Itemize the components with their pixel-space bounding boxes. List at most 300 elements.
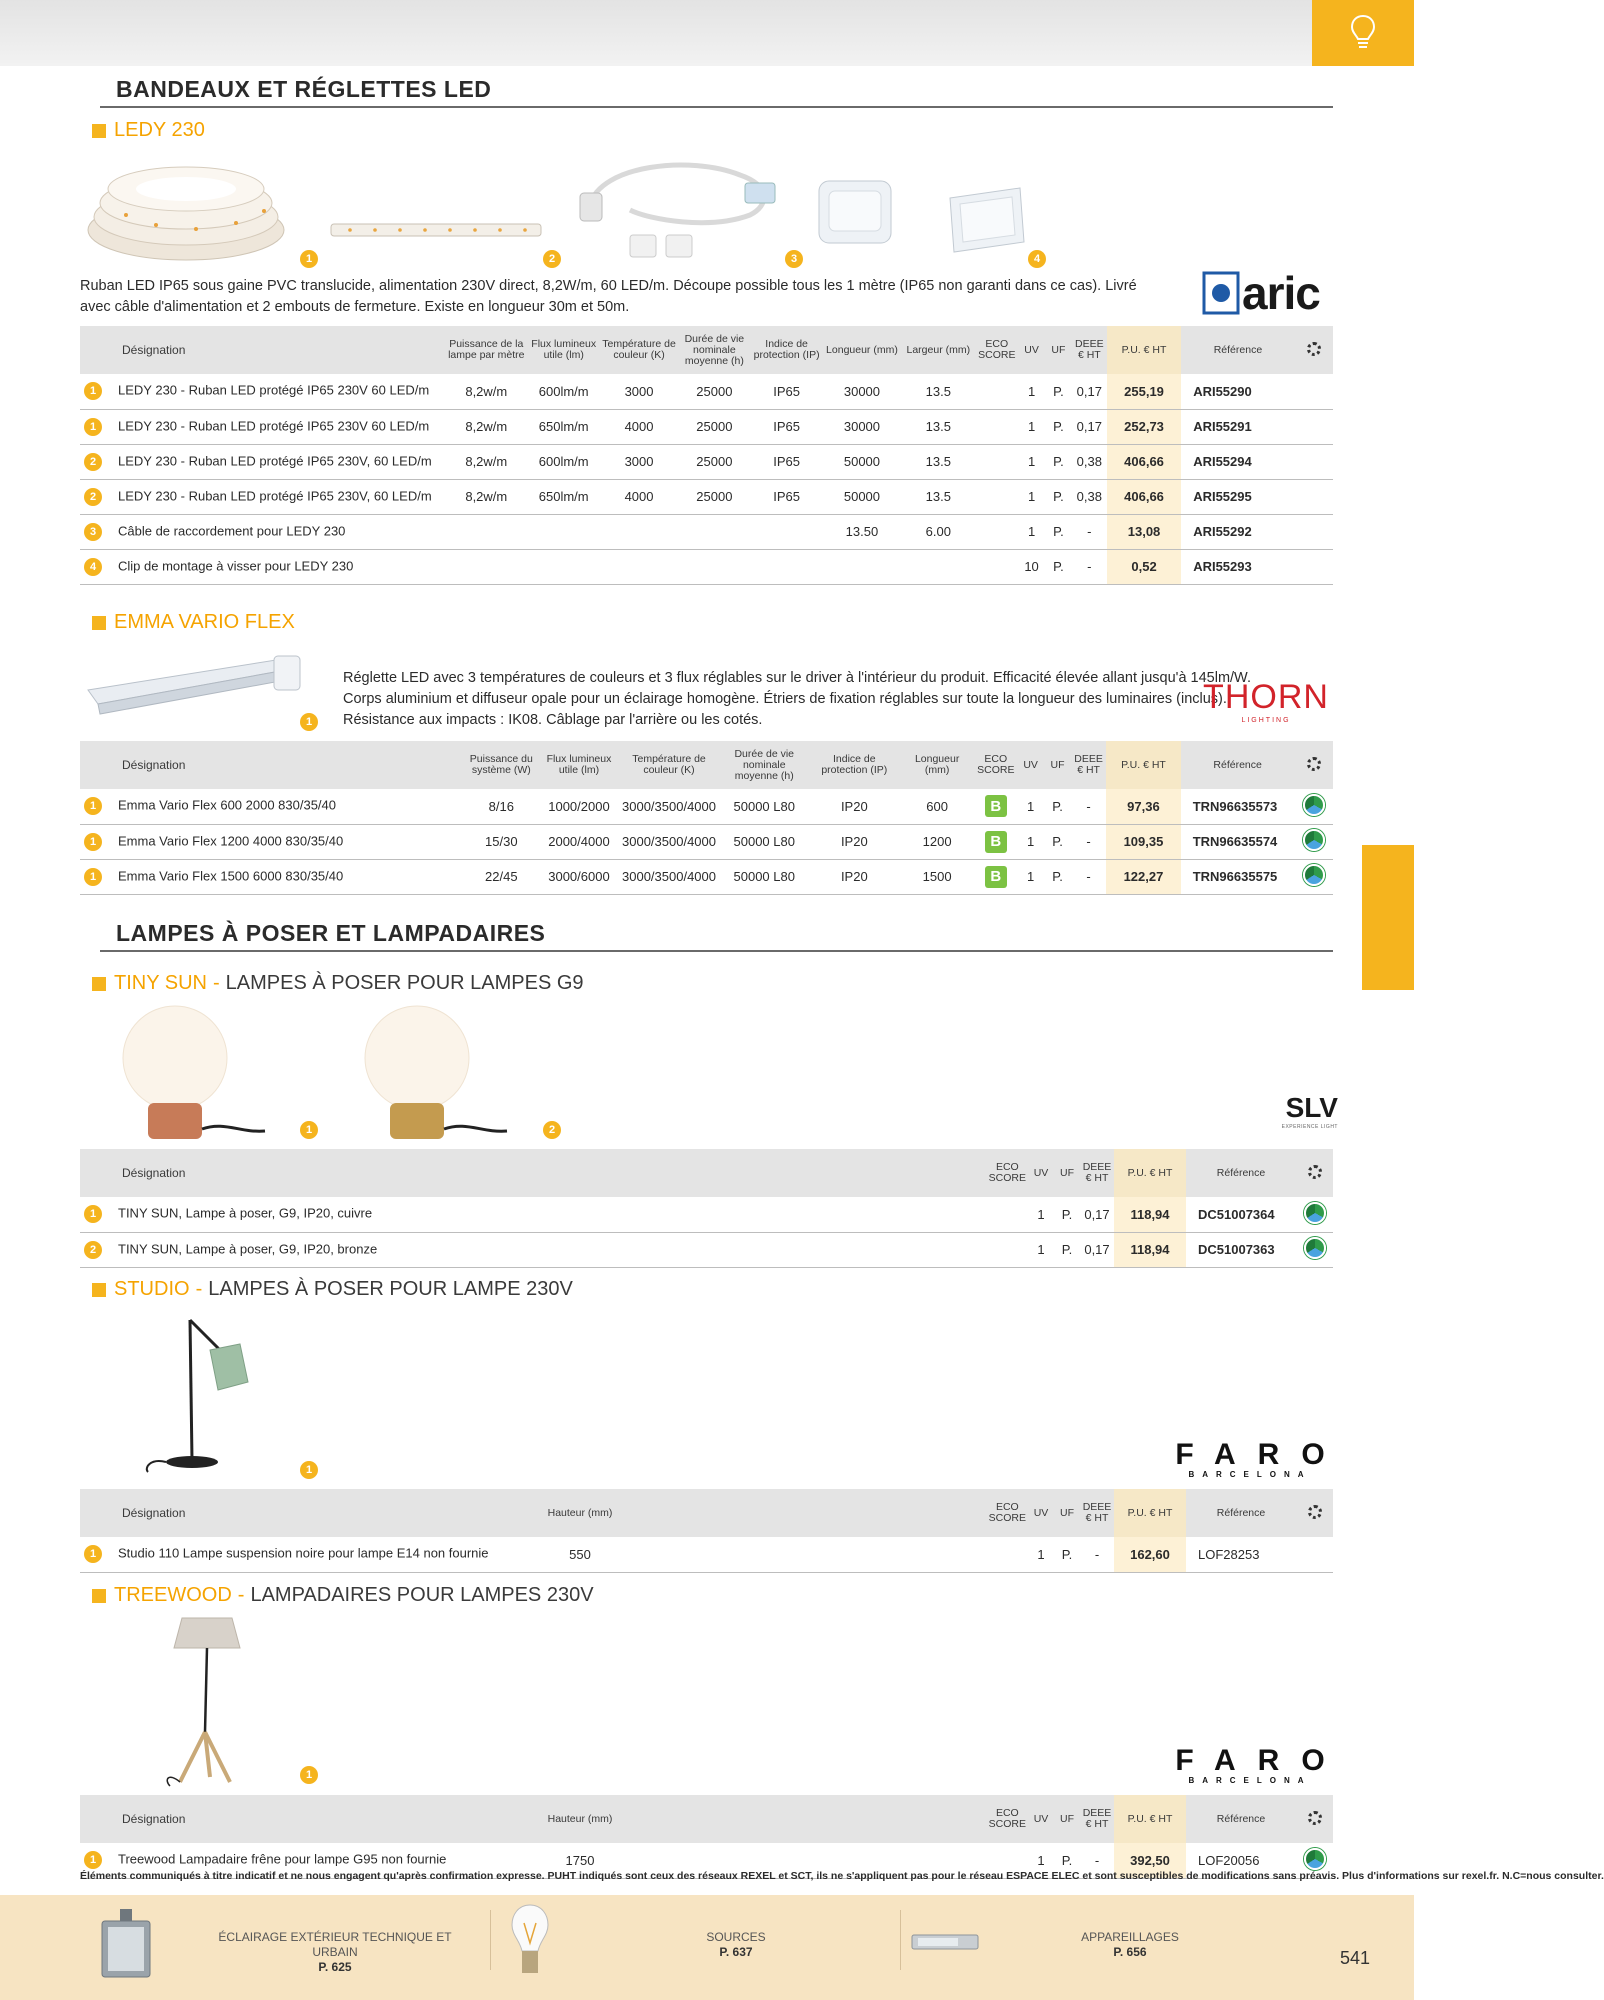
longueur-cell: 1200 — [900, 824, 975, 859]
designation-text: LEDY 230 - Ruban LED protégé IP65 230V, 60 LED/m — [118, 452, 432, 468]
emma-table — [80, 741, 1333, 895]
temperature-cell: 4000 — [600, 409, 678, 444]
col-hauteur: Hauteur (mm) — [520, 1489, 640, 1537]
col-deee: DEEE € HT — [1080, 1795, 1114, 1843]
table-row — [80, 374, 1333, 409]
temperature-cell: 4000 — [600, 479, 678, 514]
reference-cell: ARI55293 — [1181, 549, 1295, 584]
col-uv: UV — [1028, 1149, 1054, 1197]
reference-cell: ARI55292 — [1181, 514, 1295, 549]
uv-cell: 1 — [1028, 1537, 1054, 1572]
product-title-emma — [92, 611, 295, 634]
recycling-icon — [1303, 794, 1325, 816]
col-designation: Désignation — [80, 1149, 987, 1197]
col-reference: Référence — [1186, 1795, 1296, 1843]
spacer-cell — [640, 1537, 987, 1572]
uf-cell: P. — [1054, 1197, 1080, 1232]
treewood-title: TREEWOOD — [114, 1584, 232, 1606]
designation-text: TINY SUN, Lampe à poser, G9, IP20, bronze — [118, 1240, 378, 1256]
price-cell: 162,60 — [1114, 1537, 1186, 1572]
lightbulb-icon — [1348, 13, 1378, 53]
footer-link-appareillages[interactable] — [1010, 1930, 1250, 1960]
col-eco: ECO SCORE — [987, 1489, 1028, 1537]
uv-cell: 1 — [1018, 479, 1045, 514]
temperature-cell: 3000/3500/4000 — [618, 859, 719, 894]
col-uv: UV — [1018, 326, 1045, 374]
tiny-sun-bronze-lamp-image — [362, 1003, 512, 1143]
col-uv: UV — [1017, 741, 1044, 789]
studio-subtitle: LAMPES À POSER POUR LAMPE 230V — [208, 1278, 573, 1300]
table-row — [80, 514, 1333, 549]
image-number: 1 — [300, 1461, 318, 1479]
designation-text: Emma Vario Flex 600 2000 830/35/40 — [118, 797, 337, 813]
row-number: 2 — [84, 1241, 102, 1259]
col-uv: UV — [1028, 1489, 1054, 1537]
recycling-cell — [1295, 444, 1333, 479]
hauteur-cell: 550 — [520, 1537, 640, 1572]
emma-description — [343, 668, 1251, 731]
col-deee: DEEE € HT — [1080, 1149, 1114, 1197]
col-temperature: Température de couleur (K) — [600, 326, 678, 374]
designation-cell — [80, 514, 445, 549]
designation-cell — [80, 1537, 520, 1572]
brand-logo-slv — [1262, 1094, 1338, 1130]
tiny-sun-copper-lamp-image — [120, 1003, 270, 1143]
col-reference: Référence — [1181, 741, 1295, 789]
puissance-cell: 8,2w/m — [445, 444, 528, 479]
brand-name: THORN — [1203, 678, 1329, 716]
brand-name: FARO — [1175, 1744, 1347, 1777]
col-uf: UF — [1054, 1795, 1080, 1843]
designation-text: Studio 110 Lampe suspension noire pour lampe E14 non fournie — [118, 1545, 489, 1561]
temperature-cell — [600, 514, 678, 549]
duree-cell: 50000 L80 — [720, 859, 809, 894]
duree-cell: 25000 — [678, 409, 750, 444]
emma-title: EMMA VARIO FLEX — [114, 611, 295, 633]
designation-text: Clip de montage à visser pour LEDY 230 — [118, 557, 354, 573]
brand-name: aric — [1242, 267, 1320, 319]
recycling-cell — [1295, 514, 1333, 549]
largeur-cell: 13.5 — [901, 409, 975, 444]
col-eco: ECO SCORE — [975, 326, 1018, 374]
bullet-square — [92, 1589, 106, 1603]
reference-cell: TRN96635574 — [1181, 824, 1295, 859]
col-uf: UF — [1045, 326, 1072, 374]
flux-cell: 650lm/m — [528, 409, 600, 444]
col-recycling — [1295, 326, 1333, 374]
col-designation: Désignation — [80, 741, 463, 789]
col-designation: Désignation — [80, 326, 445, 374]
col-uf: UF — [1044, 741, 1071, 789]
puissance-cell: 22/45 — [463, 859, 540, 894]
deee-cell: - — [1080, 1537, 1114, 1572]
brand-logo-faro — [1162, 1438, 1347, 1479]
brand-name: FARO — [1175, 1438, 1347, 1471]
longueur-cell — [823, 549, 901, 584]
image-number: 1 — [300, 1766, 318, 1784]
col-eco: ECO SCORE — [987, 1795, 1028, 1843]
recycling-icon — [1303, 829, 1325, 851]
uf-cell: P. — [1044, 789, 1071, 824]
duree-cell: 50000 L80 — [720, 824, 809, 859]
duree-cell — [678, 514, 750, 549]
recycling-icon — [1304, 1202, 1326, 1224]
col-eco: ECO SCORE — [974, 741, 1017, 789]
footer-nav — [0, 1895, 1414, 2000]
designation-text: Emma Vario Flex 1200 4000 830/35/40 — [118, 832, 344, 848]
price-cell: 406,66 — [1107, 444, 1181, 479]
row-number: 3 — [84, 523, 102, 541]
row-number: 1 — [84, 418, 102, 436]
designation-cell — [80, 789, 463, 824]
designation-text: LEDY 230 - Ruban LED protégé IP65 230V 60 LED/m — [118, 382, 430, 398]
recycling-cell — [1295, 824, 1333, 859]
price-cell: 255,19 — [1107, 374, 1181, 409]
col-eco: ECO SCORE — [987, 1149, 1028, 1197]
designation-cell — [80, 409, 445, 444]
largeur-cell: 13.5 — [901, 479, 975, 514]
deee-cell: - — [1071, 789, 1106, 824]
price-cell: 392,50 — [1114, 1843, 1186, 1878]
bullet-square — [92, 977, 106, 991]
col-temperature: Température de couleur (K) — [618, 741, 719, 789]
footer-link-label: SOURCES — [706, 1930, 766, 1944]
image-number: 4 — [1028, 250, 1046, 268]
flux-cell: 2000/4000 — [540, 824, 619, 859]
uf-cell: P. — [1045, 549, 1072, 584]
col-ip: Indice de protection (IP) — [809, 741, 900, 789]
col-designation: Désignation — [80, 1489, 520, 1537]
deee-cell: 0,17 — [1072, 409, 1107, 444]
col-recycling — [1296, 1149, 1333, 1197]
eco-cell — [975, 514, 1018, 549]
row-number: 4 — [84, 558, 102, 576]
price-cell: 122,27 — [1106, 859, 1181, 894]
ip-cell: IP65 — [750, 374, 822, 409]
designation-text: TINY SUN, Lampe à poser, G9, IP20, cuivre — [118, 1205, 373, 1221]
eco-cell — [975, 549, 1018, 584]
longueur-cell: 600 — [900, 789, 975, 824]
deee-cell: 0,17 — [1080, 1197, 1114, 1232]
largeur-cell: 13.5 — [901, 374, 975, 409]
table-header — [80, 741, 1333, 789]
recycling-icon — [1303, 864, 1325, 886]
ip-cell: IP20 — [809, 824, 900, 859]
col-reference: Référence — [1186, 1489, 1296, 1537]
bullet-square — [92, 616, 106, 630]
designation-cell — [80, 824, 463, 859]
designation-text: LEDY 230 - Ruban LED protégé IP65 230V, 60 LED/m — [118, 487, 432, 503]
puissance-cell — [445, 514, 528, 549]
floodlight-icon — [98, 1907, 154, 1981]
image-number: 1 — [300, 1121, 318, 1139]
footer-divider — [900, 1910, 901, 1970]
temperature-cell: 3000/3500/4000 — [618, 824, 719, 859]
designation-cell — [80, 859, 463, 894]
product-title-ledy — [92, 119, 205, 142]
side-tab — [1362, 845, 1414, 990]
puissance-cell — [445, 549, 528, 584]
led-strip-roll-image — [86, 155, 291, 265]
ledy-title: LEDY 230 — [114, 119, 205, 141]
designation-text: LEDY 230 - Ruban LED protégé IP65 230V 60 LED/m — [118, 417, 430, 433]
col-uv: UV — [1028, 1795, 1054, 1843]
deee-cell: - — [1072, 514, 1107, 549]
footer-link-label: ÉCLAIRAGE EXTÉRIEUR TECHNIQUE ET URBAIN — [218, 1930, 452, 1959]
table-row — [80, 549, 1333, 584]
power-cable-image — [570, 155, 790, 265]
puissance-cell: 8,2w/m — [445, 409, 528, 444]
price-cell: 118,94 — [1114, 1197, 1186, 1232]
image-number: 2 — [543, 1121, 561, 1139]
ledy-description: Ruban LED IP65 sous gaine PVC translucide, alimentation 230V direct, 8,2W/m, 60 LED/m. Découpe possible tous les 1 mètre (IP65 non garanti dans ce cas). Livré avec câble d'alimentation et 2 embouts de fermeture. Existe en longueur 30m et 50m. — [80, 278, 1137, 315]
eco-cell — [974, 789, 1017, 824]
uv-cell: 1 — [1028, 1232, 1054, 1267]
duree-cell: 25000 — [678, 374, 750, 409]
ledy-table — [80, 326, 1333, 585]
price-cell: 0,52 — [1107, 549, 1181, 584]
reference-cell: TRN96635573 — [1181, 789, 1295, 824]
title-dash: - — [212, 972, 220, 994]
table-row — [80, 1232, 1333, 1267]
ballast-icon — [910, 1929, 980, 1955]
puissance-cell: 8,2w/m — [445, 374, 528, 409]
uv-cell: 10 — [1018, 549, 1045, 584]
col-recycling — [1296, 1795, 1333, 1843]
longueur-cell: 50000 — [823, 444, 901, 479]
image-number: 2 — [543, 250, 561, 268]
gear-icon — [1308, 1811, 1322, 1825]
largeur-cell — [901, 549, 975, 584]
aric-logo-icon — [1202, 271, 1240, 315]
title-dash: - — [237, 1584, 245, 1606]
footer-divider — [490, 1910, 491, 1970]
puissance-cell: 8,2w/m — [445, 479, 528, 514]
treewood-subtitle: LAMPADAIRES POUR LAMPES 230V — [250, 1584, 594, 1606]
col-recycling — [1295, 741, 1333, 789]
table-row — [80, 479, 1333, 514]
col-deee: DEEE € HT — [1080, 1489, 1114, 1537]
gear-icon — [1307, 342, 1321, 356]
col-spacer — [640, 1489, 987, 1537]
footer-link-eclairage[interactable] — [200, 1930, 470, 1975]
eco-score-badge: B — [985, 831, 1007, 853]
recycling-cell — [1295, 374, 1333, 409]
table-header — [80, 1795, 1333, 1843]
description-line: Corps aluminium et diffuseur opale pour un éclairage homogène. Étriers de fixation réglables sur toute la longueur des luminaires (inclus). — [343, 691, 1227, 707]
led-batten-image — [86, 652, 306, 722]
uf-cell: P. — [1054, 1232, 1080, 1267]
end-cap-image — [940, 180, 1030, 260]
studio-table — [80, 1489, 1333, 1573]
col-pu: P.U. € HT — [1106, 741, 1181, 789]
studio-table-lamp-image — [140, 1310, 255, 1475]
deee-cell: 0,17 — [1080, 1232, 1114, 1267]
uv-cell: 1 — [1017, 824, 1044, 859]
image-number: 1 — [300, 250, 318, 268]
uf-cell: P. — [1045, 444, 1072, 479]
recycling-cell — [1295, 549, 1333, 584]
col-flux: Flux lumineux utile (lm) — [528, 326, 600, 374]
recycling-cell — [1295, 479, 1333, 514]
designation-cell — [80, 549, 445, 584]
designation-cell — [80, 479, 445, 514]
col-pu: P.U. € HT — [1114, 1489, 1186, 1537]
puissance-cell: 15/30 — [463, 824, 540, 859]
table-row — [80, 1537, 1333, 1572]
footer-link-page: P. 637 — [719, 1945, 753, 1959]
uf-cell: P. — [1054, 1537, 1080, 1572]
bullet-square — [92, 124, 106, 138]
flux-cell: 600lm/m — [528, 444, 600, 479]
longueur-cell: 30000 — [823, 374, 901, 409]
recycling-cell — [1295, 859, 1333, 894]
recycling-cell — [1295, 789, 1333, 824]
tiny-subtitle: LAMPES À POSER POUR LAMPES G9 — [225, 972, 584, 994]
row-number: 2 — [84, 488, 102, 506]
recycling-icon — [1304, 1237, 1326, 1259]
gear-icon — [1307, 757, 1321, 771]
brand-subname: LIGHTING — [1241, 717, 1291, 724]
longueur-cell: 1500 — [900, 859, 975, 894]
col-longueur: Longueur (mm) — [823, 326, 901, 374]
col-uf: UF — [1054, 1489, 1080, 1537]
col-pu: P.U. € HT — [1107, 326, 1181, 374]
col-largeur: Largeur (mm) — [901, 326, 975, 374]
deee-cell: - — [1071, 824, 1106, 859]
treewood-table — [80, 1795, 1333, 1879]
brand-subname: BARCELONA — [1188, 1776, 1312, 1785]
footer-link-sources[interactable] — [606, 1930, 866, 1960]
row-number: 1 — [84, 1205, 102, 1223]
col-reference: Référence — [1186, 1149, 1296, 1197]
flux-cell — [528, 514, 600, 549]
filament-bulb-icon — [510, 1903, 550, 1981]
eco-cell — [974, 824, 1017, 859]
title-dash: - — [195, 1278, 203, 1300]
uf-cell: P. — [1045, 374, 1072, 409]
product-title-treewood — [92, 1584, 594, 1607]
reference-cell: TRN96635575 — [1181, 859, 1295, 894]
uv-cell: 1 — [1017, 859, 1044, 894]
recycling-cell — [1295, 409, 1333, 444]
eco-cell — [974, 859, 1017, 894]
gear-icon — [1308, 1165, 1322, 1179]
col-pu: P.U. € HT — [1114, 1149, 1186, 1197]
largeur-cell: 6.00 — [901, 514, 975, 549]
reference-cell: ARI55290 — [1181, 374, 1295, 409]
table-header — [80, 1149, 1333, 1197]
eco-cell — [987, 1197, 1028, 1232]
uv-cell: 1 — [1018, 444, 1045, 479]
ip-cell — [750, 514, 822, 549]
uf-cell: P. — [1045, 514, 1072, 549]
price-cell: 97,36 — [1106, 789, 1181, 824]
row-number: 1 — [84, 797, 102, 815]
deee-cell: - — [1080, 1843, 1114, 1878]
product-title-tiny-sun — [92, 972, 584, 995]
table-row — [80, 789, 1333, 824]
col-duree: Durée de vie nominale moyenne (h) — [720, 741, 809, 789]
tiny-title: TINY SUN — [114, 972, 207, 994]
brand-subname: BARCELONA — [1188, 1470, 1312, 1479]
ip-cell — [750, 549, 822, 584]
row-number: 2 — [84, 453, 102, 471]
category-corner-tab — [1312, 0, 1414, 66]
puissance-cell: 8/16 — [463, 789, 540, 824]
table-row — [80, 859, 1333, 894]
uf-cell: P. — [1044, 859, 1071, 894]
longueur-cell: 50000 — [823, 479, 901, 514]
reference-cell: ARI55294 — [1181, 444, 1295, 479]
tiny-sun-table — [80, 1149, 1333, 1268]
deee-cell: 0,17 — [1072, 374, 1107, 409]
col-spacer — [640, 1795, 987, 1843]
table-row — [80, 409, 1333, 444]
col-hauteur: Hauteur (mm) — [520, 1795, 640, 1843]
price-cell: 118,94 — [1114, 1232, 1186, 1267]
mounting-clip-image — [815, 175, 895, 250]
uv-cell: 1 — [1018, 409, 1045, 444]
image-number: 1 — [300, 713, 318, 731]
ip-cell: IP65 — [750, 479, 822, 514]
col-recycling — [1296, 1489, 1333, 1537]
table-row — [80, 824, 1333, 859]
footer-link-page: P. 625 — [318, 1960, 352, 1974]
recycling-cell — [1296, 1232, 1333, 1267]
row-number: 1 — [84, 1545, 102, 1563]
recycling-cell — [1296, 1537, 1333, 1572]
row-number: 1 — [84, 382, 102, 400]
flux-cell: 600lm/m — [528, 374, 600, 409]
temperature-cell — [600, 549, 678, 584]
brand-logo-faro — [1162, 1744, 1347, 1785]
duree-cell: 50000 L80 — [720, 789, 809, 824]
brand-subname: EXPERIENCE LIGHT — [1281, 1124, 1338, 1130]
temperature-cell: 3000 — [600, 444, 678, 479]
table-row — [80, 444, 1333, 479]
uv-cell: 1 — [1018, 514, 1045, 549]
eco-cell — [975, 374, 1018, 409]
top-bar — [0, 0, 1312, 66]
footer-link-page: P. 656 — [1113, 1945, 1147, 1959]
hauteur-cell: 1750 — [520, 1843, 640, 1878]
eco-cell — [975, 444, 1018, 479]
table-header — [80, 1489, 1333, 1537]
price-cell: 252,73 — [1107, 409, 1181, 444]
deee-cell: - — [1071, 859, 1106, 894]
uf-cell: P. — [1045, 479, 1072, 514]
temperature-cell: 3000 — [600, 374, 678, 409]
uf-cell: P. — [1044, 824, 1071, 859]
deee-cell: 0,38 — [1072, 444, 1107, 479]
uv-cell: 1 — [1028, 1843, 1054, 1878]
col-deee: DEEE € HT — [1072, 326, 1107, 374]
table-header — [80, 326, 1333, 374]
col-deee: DEEE € HT — [1071, 741, 1106, 789]
eco-cell — [987, 1232, 1028, 1267]
price-cell: 406,66 — [1107, 479, 1181, 514]
col-reference: Référence — [1181, 326, 1295, 374]
eco-cell — [975, 409, 1018, 444]
designation-cell — [80, 1232, 987, 1267]
designation-cell — [80, 1197, 987, 1232]
flux-cell: 3000/6000 — [540, 859, 619, 894]
uf-cell: P. — [1054, 1843, 1080, 1878]
recycling-cell — [1296, 1197, 1333, 1232]
uf-cell: P. — [1045, 409, 1072, 444]
col-ip: Indice de protection (IP) — [750, 326, 822, 374]
